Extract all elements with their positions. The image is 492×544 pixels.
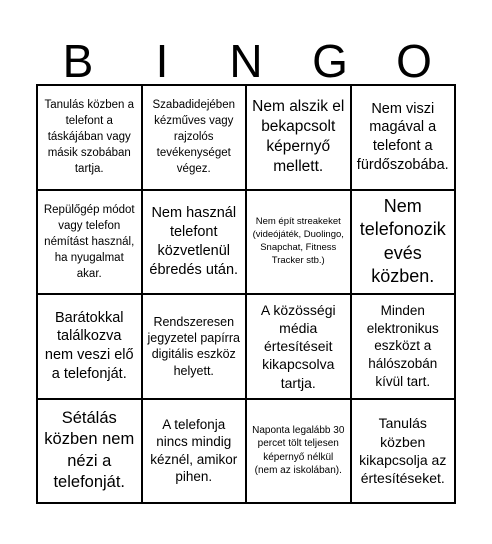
bingo-cell-text: Repülőgép módot vagy telefon némítást használ, ha nyugalmat akar. xyxy=(43,203,135,280)
bingo-cell-text: A közösségi média értesítéseit kikapcsolva tartja. xyxy=(260,301,336,391)
header-letter-o: O xyxy=(396,35,432,87)
bingo-cell-5[interactable] xyxy=(37,190,142,295)
header-letter-g: G xyxy=(312,35,348,87)
bingo-cell-text: Rendszeresen jegyzetel papírra digitális eszköz helyett. xyxy=(147,314,240,378)
bingo-cell-text: Tanulás közben a telefont a táskájában vagy másik szobában tartja. xyxy=(44,99,134,176)
bingo-header xyxy=(36,30,456,92)
header-letter-i: I xyxy=(155,35,169,87)
bingo-cell-9[interactable] xyxy=(37,294,142,399)
header-letter-b: B xyxy=(62,35,94,87)
bingo-cell-text: Sétálás közben nem nézi a telefonját. xyxy=(44,408,135,492)
bingo-cell-8[interactable] xyxy=(351,190,456,295)
bingo-cell-text: Nem alszik el bekapcsolt képernyő mellett. xyxy=(252,97,345,176)
bingo-cell-text: Minden elektronikus eszközt a hálószobán kívül tart. xyxy=(366,303,439,389)
bingo-cell-text: Nem viszi magával a telefont a fürdőszobába. xyxy=(356,100,449,174)
bingo-cell-text: Tanulás közben kikapcsolja az értesítéseket. xyxy=(359,415,447,486)
bingo-cell-3[interactable] xyxy=(246,85,351,190)
bingo-cell-4[interactable] xyxy=(351,85,456,190)
bingo-cell-text: Nem telefonozik evés közben. xyxy=(359,195,446,287)
bingo-cell-text: A telefonja nincs mindig kéznél, amikor pihen. xyxy=(150,416,238,485)
bingo-cell-15[interactable] xyxy=(246,399,351,504)
bingo-cell-text: Szabadidejében kézműves vagy rajzolós tevékenységet végez. xyxy=(152,99,235,176)
bingo-cell-text: Nem épít streakeket (videójáték, Duolingo, Snapchat, Fitness Tracker stb.) xyxy=(252,216,344,266)
bingo-cell-text: Naponta legalább 30 percet tölt teljesen képernyő nélkül (nem az iskolában). xyxy=(252,424,345,477)
bingo-card-grid xyxy=(36,84,456,504)
bingo-cell-10[interactable] xyxy=(142,294,247,399)
bingo-cell-13[interactable] xyxy=(37,399,142,504)
bingo-cell-6[interactable] xyxy=(142,190,247,295)
bingo-cell-7[interactable] xyxy=(246,190,351,295)
header-letter-n: N xyxy=(229,35,263,87)
bingo-cell-text: Barátokkal találkozva nem veszi elő a telefonját. xyxy=(44,309,134,383)
bingo-cell-2[interactable] xyxy=(142,85,247,190)
bingo-cell-16[interactable] xyxy=(351,399,456,504)
bingo-cell-11[interactable] xyxy=(246,294,351,399)
bingo-cell-text: Nem használ telefont közvetlenül ébredés után. xyxy=(149,205,239,278)
bingo-cell-14[interactable] xyxy=(142,399,247,504)
bingo-cell-12[interactable] xyxy=(351,294,456,399)
bingo-cell-1[interactable] xyxy=(37,85,142,190)
